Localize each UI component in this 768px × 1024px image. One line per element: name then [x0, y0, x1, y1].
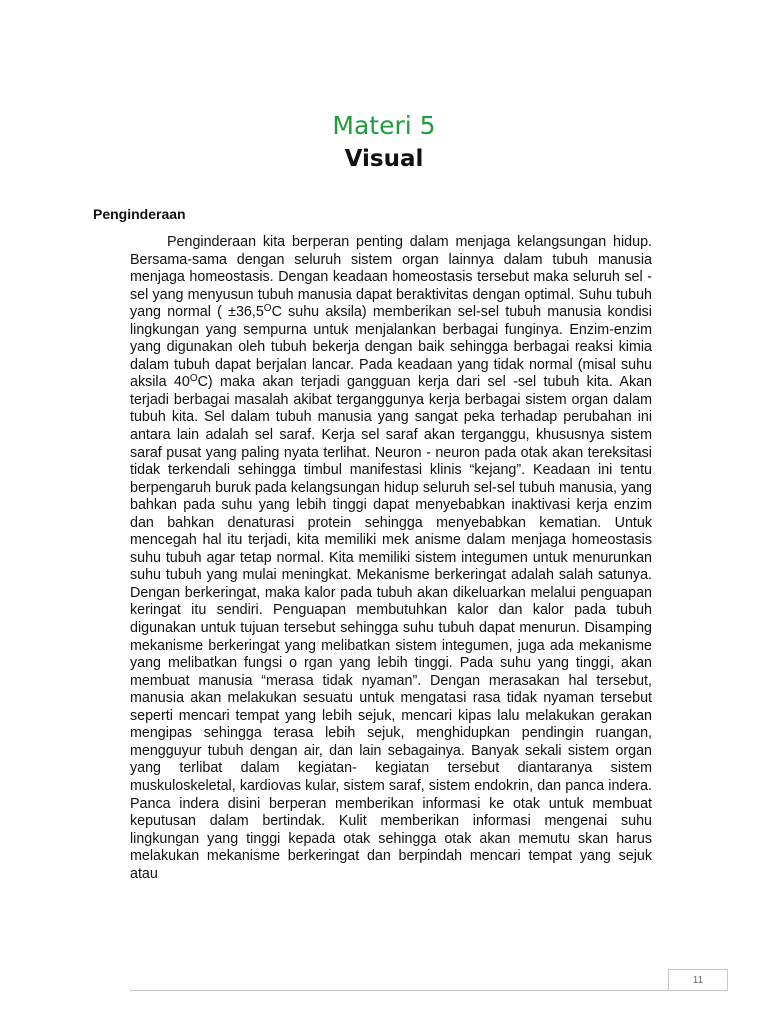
- degree-superscript-2: O: [189, 373, 198, 385]
- page-number: 11: [668, 969, 728, 991]
- chapter-title: Visual: [344, 146, 424, 172]
- chapter-label: Materi 5: [332, 111, 436, 140]
- degree-superscript-1: O: [263, 303, 272, 315]
- paragraph-text-part-3: C) maka akan terjadi gangguan kerja dari sel -sel tubuh kita. Akan terjadi berbagai masalah akibat terganggunya kerja berbagai sistem organ dalam tubuh kita. Sel dalam tubuh manusia yang sangat peka terhadap perubahan ini antara lain adalah sel saraf. Kerja sel saraf akan terganggu, khususnya sistem saraf pusat yang paling nyata terlihat. Neuron - neuron pada otak akan tereksitasi tidak terkendali sehingga timbul manifestasi klinis “kejang”. Keadaan ini tentu berpengaruh buruk pada kelangsungan hidup seluruh sel-sel tubuh manusia, yang bahkan pada suhu yang lebih tinggi dapat menyebabkan inaktivasi kerja enzim dan bahkan denaturasi protein sehingga menyebabkan kematian. Untuk mencegah hal itu terjadi, kita memiliki mek anisme dalam menjaga homeostasis suhu tubuh agar tetap normal. Kita memiliki sistem integumen untuk menurunkan suhu tubuh yang mulai meningkat. Mekanisme berkeringat adalah salah satunya. Dengan berkeringat, maka kalor pada tubuh akan dikeluarkan melalui penguapan keringat itu sendiri. Penguapan membutuhkan kalor dan kalor pada tubuh digunakan untuk tujuan tersebut sehingga suhu tubuh dapat menurun. Disamping mekanisme berkeringat yang melibatkan sistem integumen, juga ada mekanisme yang melibatkan fungsi o rgan yang lebih tinggi. Pada suhu yang tinggi, akan membuat manusia “merasa tidak nyaman”. Dengan merasakan hal tersebut, manusia akan melakukan sesuatu untuk mengatasi rasa tidak nyaman tersebut seperti mencari tempat yang lebih sejuk, mencari kipas lalu melakukan gerakan mengipas sehingga terasa lebih sejuk, menghidupkan pendingin ruangan, mengguyur tubuh dengan air, dan lain sebagainya. Banyak sekali sistem organ yang terlibat dalam kegiatan- kegiatan tersebut diantaranya sistem muskuloskeletal, kardiovas kular, sistem saraf, sistem endokrin, dan panca indera. Panca indera disini berperan memberikan informasi ke otak untuk membuat keputusan dalam bertindak. Kulit memberikan informasi mengenai suhu lingkungan yang tinggi kepada otak sehingga otak akan memutu skan harus melakukan mekanisme berkeringat dan berpindah mencari tempat yang sejuk atau: [130, 374, 652, 882]
- section-heading: Penginderaan: [93, 206, 186, 222]
- body-paragraph: [130, 234, 652, 883]
- footer-rule: [130, 990, 668, 991]
- paragraph-text-part-1: Penginderaan kita berperan penting dalam menjaga kelangsungan hidup. Bersama-sama dengan seluruh sistem organ lainnya dalam tubuh manusia menjaga homeostasis. Dengan keadaan homeostasis tersebut maka seluruh sel -sel yang menyusun tubuh manusia dapat beraktivitas dengan optimal. Suhu tubuh yang normal ( ±36,5: [130, 234, 652, 321]
- paragraph-text-part-2: C suhu aksila) memberikan sel-sel tubuh manusia kondisi lingkungan yang sempurna untuk menjalankan berbagai funginya. Enzim-enzim yang digunakan oleh tubuh bekerja dengan baik sehingga berbagai reaksi kimia dalam tubuh dapat berjalan lancar. Pada keadaan yang tidak normal (misal suhu aksila 40: [130, 304, 652, 391]
